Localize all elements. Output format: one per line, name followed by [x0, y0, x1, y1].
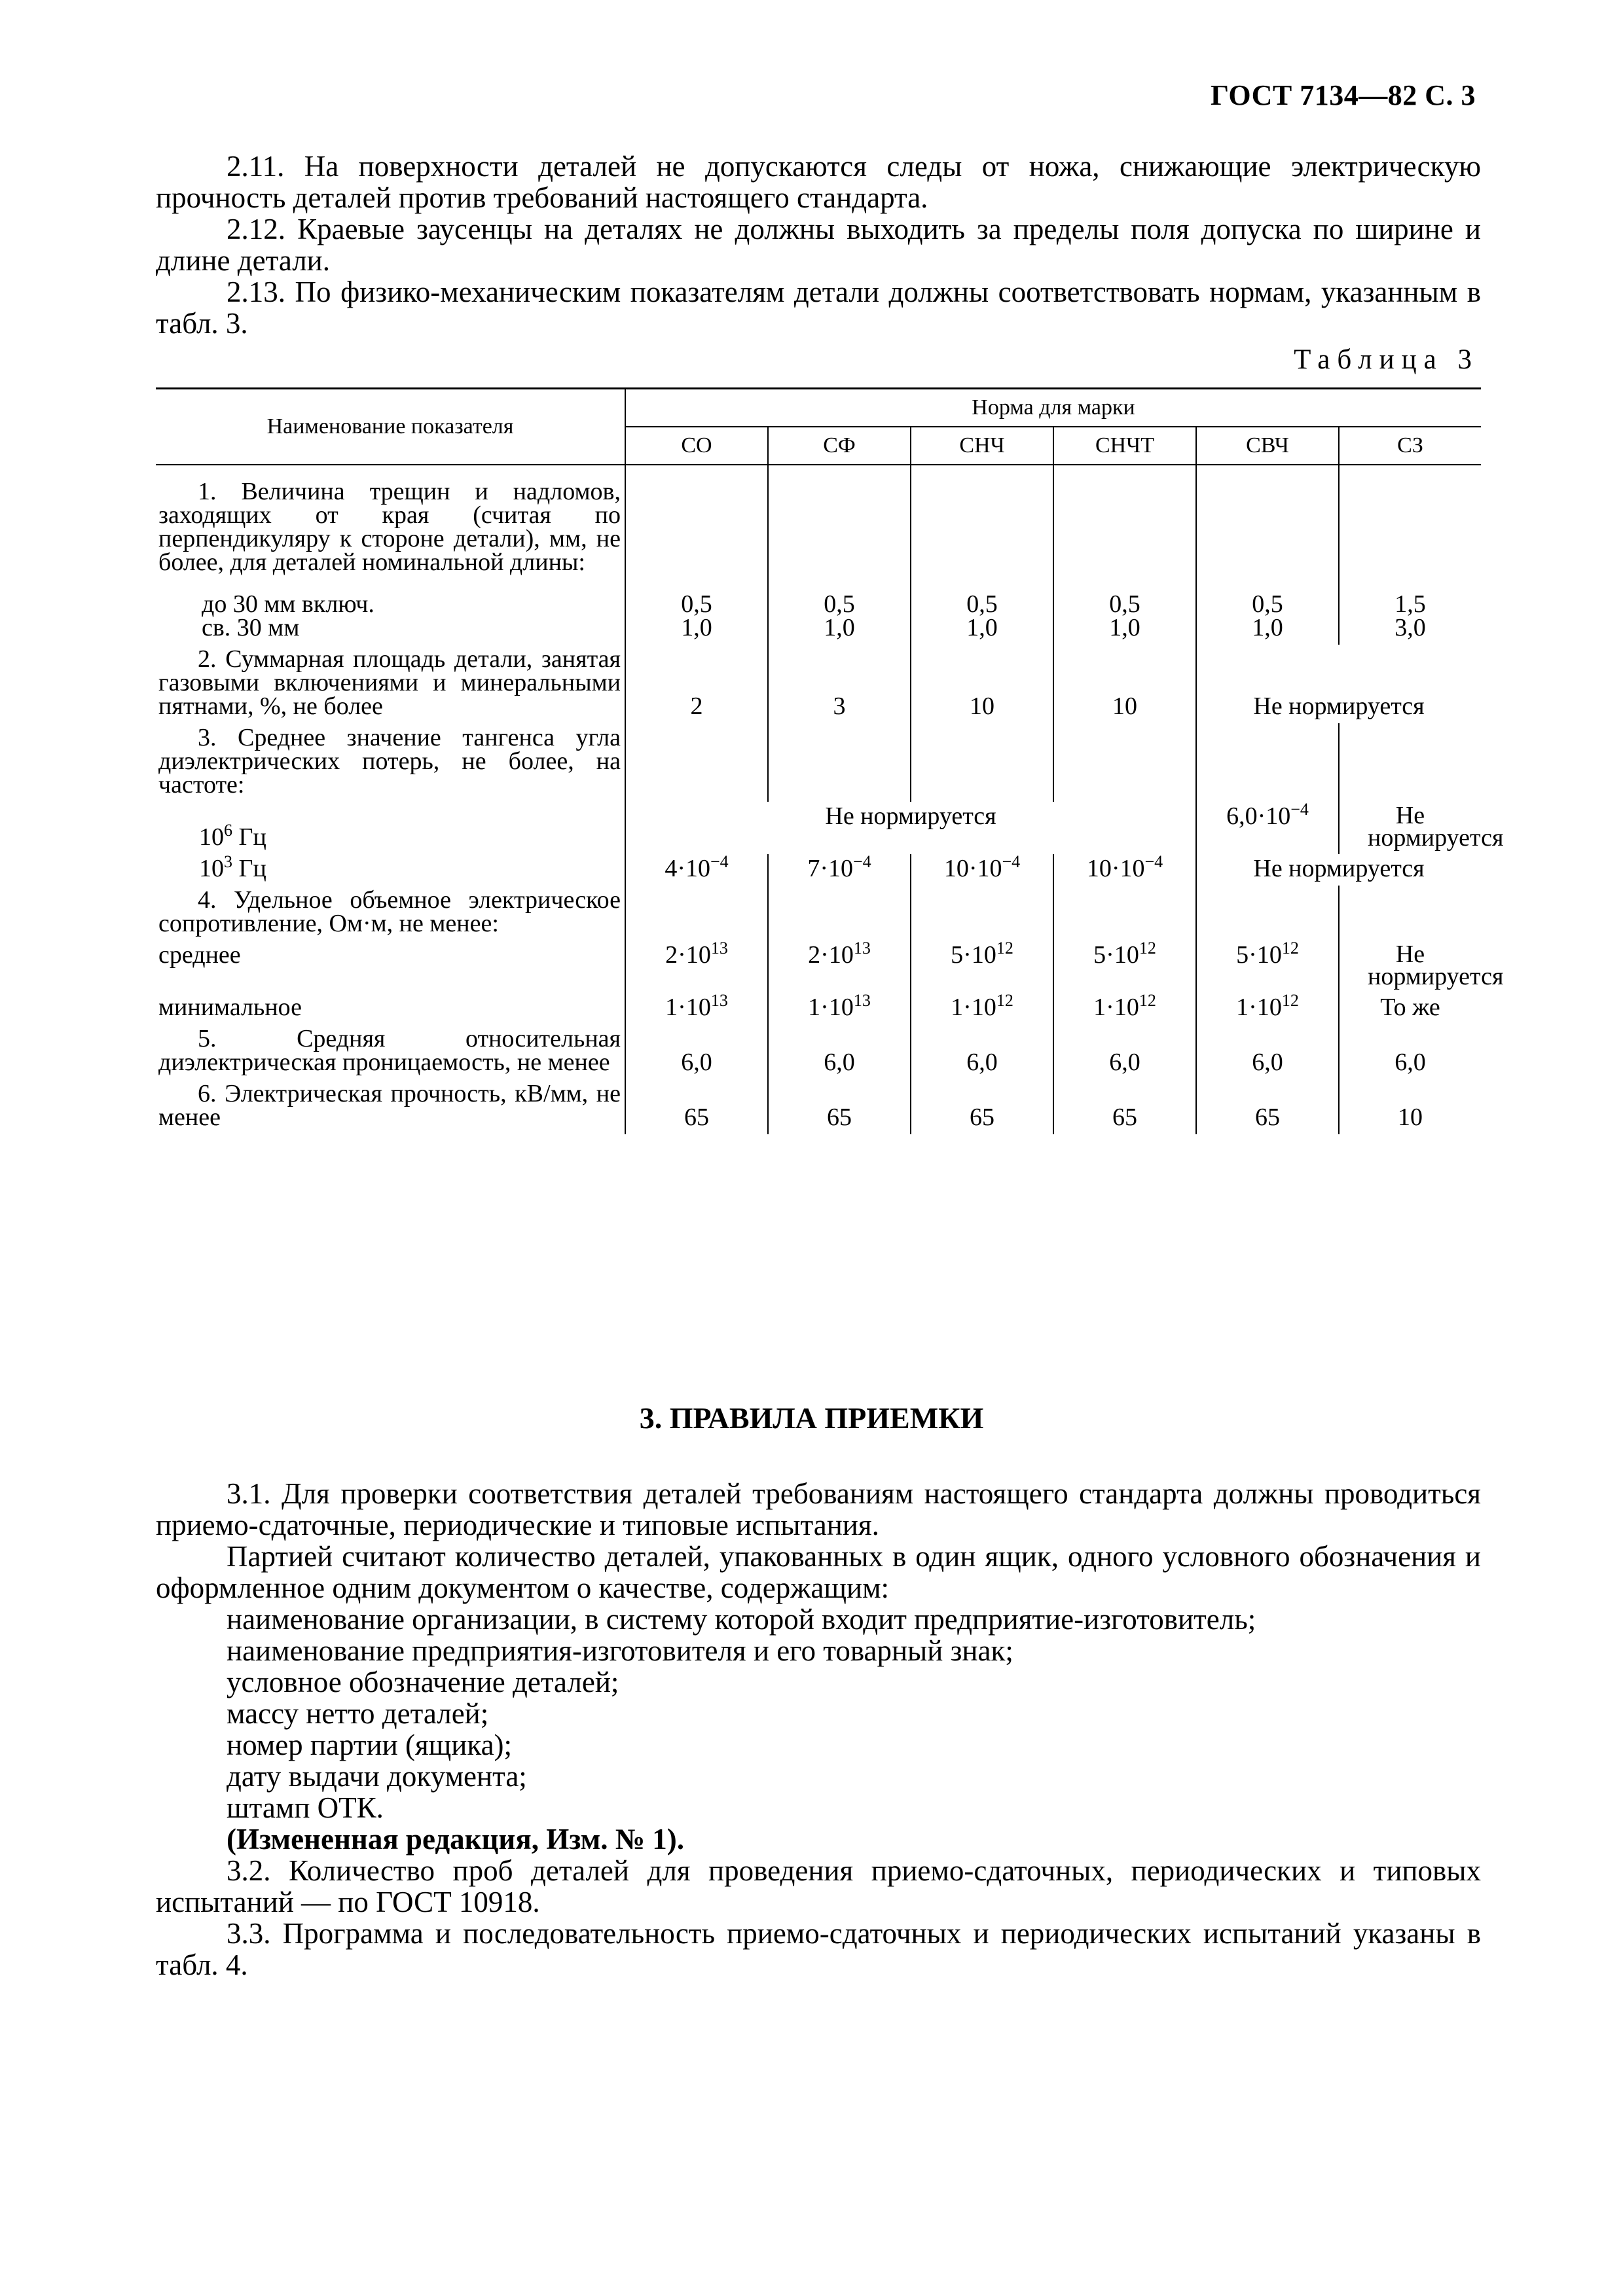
table-cell: 65 — [911, 1079, 1053, 1134]
table-cell: 6,0 — [625, 1024, 768, 1079]
table-cell: 10 — [911, 645, 1053, 723]
table-cell: $1\cdot 10^{12}$ — [911, 993, 1053, 1024]
grade-header: СНЧ — [911, 427, 1053, 465]
table-row — [156, 723, 1481, 802]
row-sub-label: до 30 мм включ. св. 30 мм — [156, 579, 625, 645]
table-cell: $5\cdot 10^{12}$ — [1196, 941, 1339, 993]
table-cell: Не нормируется — [1339, 802, 1481, 854]
grade-header: СНЧТ — [1053, 427, 1196, 465]
table-cell: 6,0 — [768, 1024, 911, 1079]
table-cell: $5\cdot 10^{12}$ — [1053, 941, 1196, 993]
table-3 — [156, 387, 1504, 1134]
row-sub-label: $10^3$ Гц — [156, 854, 625, 886]
clause-3-1: 3.1. Для проверки соответствия деталей требованиям настоящего стандарта должны проводиться приемо-сдаточные, периодические и типовые испытания. — [156, 1477, 1481, 1541]
table-cell: $1\cdot 10^{13}$ — [768, 993, 911, 1024]
table-cell: То же — [1339, 993, 1481, 1024]
table-cell: 0,5 1,0 — [625, 579, 768, 645]
table-cell: 65 — [1053, 1079, 1196, 1134]
row-sub-label: среднее — [156, 941, 625, 993]
row-label: 3. Среднее значение тангенса угла диэлектрических потерь, не более, на частоте: — [156, 723, 625, 802]
row-sub-label: минимальное — [156, 993, 625, 1024]
table-row — [156, 1079, 1481, 1134]
table-cell: $5\cdot 10^{12}$ — [911, 941, 1053, 993]
table-cell: 6,0 — [911, 1024, 1053, 1079]
section-title: 3. ПРАВИЛА ПРИЕМКИ — [639, 1401, 984, 1435]
table-cell: 10 — [1053, 645, 1196, 723]
clause-3-2: 3.2. Количество проб деталей для проведения приемо-сдаточных, периодических и типовых испытаний — по ГОСТ 10918. — [156, 1854, 1481, 1918]
table-cell: Не нормируется — [1339, 941, 1481, 993]
clause-3-3: 3.3. Программа и последовательность приемо-сдаточных и периодических испытаний указаны в табл. 4. — [156, 1917, 1481, 1981]
list-item: дату выдачи документа; — [227, 1760, 527, 1793]
grade-header: СФ — [768, 427, 911, 465]
table-cell: $6,0\cdot 10^{-4}$ — [1196, 802, 1339, 854]
table-row — [156, 941, 1481, 993]
row-label: 1. Величина трещин и надломов, заходящих от края (считая по перпендикуляру к стороне детали), мм, не более, для деталей номинальной длины: — [156, 465, 625, 579]
table-cell: $2\cdot 10^{13}$ — [625, 941, 768, 993]
table-row — [156, 465, 1481, 579]
row-sub-label: $10^6$ Гц — [156, 802, 625, 854]
table-cell: 65 — [768, 1079, 911, 1134]
amendment-note: (Измененная редакция, Изм. № 1). — [227, 1823, 685, 1856]
table-cell: $4\cdot 10^{-4}$ — [625, 854, 768, 886]
table-row — [156, 1024, 1481, 1079]
table-cell: $1\cdot 10^{12}$ — [1196, 993, 1339, 1024]
table-cell: $7\cdot 10^{-4}$ — [768, 854, 911, 886]
table-cell: 3 — [768, 645, 911, 723]
table-cell: 65 — [625, 1079, 768, 1134]
merged-cell: Не нормируется — [1196, 854, 1481, 886]
table-cell: 0,5 1,0 — [1053, 579, 1196, 645]
table-cell: $10\cdot 10^{-4}$ — [1053, 854, 1196, 886]
grade-header: СВЧ — [1196, 427, 1339, 465]
clause-2-12: 2.12. Краевые заусенцы на деталях не должны выходить за пределы поля допуска по ширине и длине детали. — [156, 213, 1481, 277]
merged-cell: Не нормируется — [625, 802, 1196, 854]
section-body — [156, 1478, 1481, 1981]
col-header-group: Норма для марки — [625, 389, 1481, 427]
grade-header: СЗ — [1339, 427, 1481, 465]
table-cell: 65 — [1196, 1079, 1339, 1134]
list-item: условное обозначение деталей; — [227, 1666, 619, 1698]
table-caption: Таблица 3 — [1294, 344, 1479, 375]
clauses-top — [156, 151, 1481, 339]
row-label: 5. Средняя относительная диэлектрическая проницаемость, не менее — [156, 1024, 625, 1079]
list-item: наименование организации, в систему которой входит предприятие-изготовитель; — [227, 1603, 1256, 1636]
col-header-name: Наименование показателя — [156, 389, 625, 465]
list-item: номер партии (ящика); — [227, 1729, 513, 1761]
list-item: массу нетто деталей; — [227, 1697, 489, 1730]
party-definition: Партией считают количество деталей, упакованных в один ящик, одного условного обозначения и оформленное одним документом о качестве, содержащим: — [156, 1540, 1481, 1604]
table-row — [156, 886, 1481, 941]
table-cell: $2\cdot 10^{13}$ — [768, 941, 911, 993]
table-row — [156, 645, 1481, 723]
table-cell: 6,0 — [1053, 1024, 1196, 1079]
clause-2-13: 2.13. По физико-механическим показателям детали должны соответствовать нормам, указанным в табл. 3. — [156, 276, 1481, 340]
clause-2-11: 2.11. На поверхности деталей не допускаются следы от ножа, снижающие электрическую прочность деталей против требований настоящего стандарта. — [156, 150, 1481, 214]
table-cell: 1,5 3,0 — [1339, 579, 1481, 645]
list-item: штамп ОТК. — [227, 1791, 384, 1824]
table-cell: 2 — [625, 645, 768, 723]
table-cell: $1\cdot 10^{13}$ — [625, 993, 768, 1024]
table-cell: 10 — [1339, 1079, 1481, 1134]
table-cell: 0,5 1,0 — [768, 579, 911, 645]
merged-cell: Не нормируется — [1196, 645, 1481, 723]
table-cell: $1\cdot 10^{12}$ — [1053, 993, 1196, 1024]
table-row — [156, 993, 1481, 1024]
grade-header: СО — [625, 427, 768, 465]
table-cell: 6,0 — [1196, 1024, 1339, 1079]
table-row — [156, 854, 1481, 886]
page-header: ГОСТ 7134—82 С. 3 — [1210, 79, 1476, 111]
table-cell: 0,5 1,0 — [911, 579, 1053, 645]
row-label: 6. Электрическая прочность, кВ/мм, не менее — [156, 1079, 625, 1134]
table-cell: 6,0 — [1339, 1024, 1481, 1079]
table-cell: 0,5 1,0 — [1196, 579, 1339, 645]
table-row — [156, 579, 1481, 645]
row-label: 4. Удельное объемное электрическое сопротивление, Ом·м, не менее: — [156, 886, 625, 941]
table-row — [156, 802, 1481, 854]
row-label: 2. Суммарная площадь детали, занятая газовыми включениями и минеральными пятнами, %, не более — [156, 645, 625, 723]
table-cell: $10\cdot 10^{-4}$ — [911, 854, 1053, 886]
list-item: наименование предприятия-изготовителя и его товарный знак; — [227, 1634, 1013, 1667]
